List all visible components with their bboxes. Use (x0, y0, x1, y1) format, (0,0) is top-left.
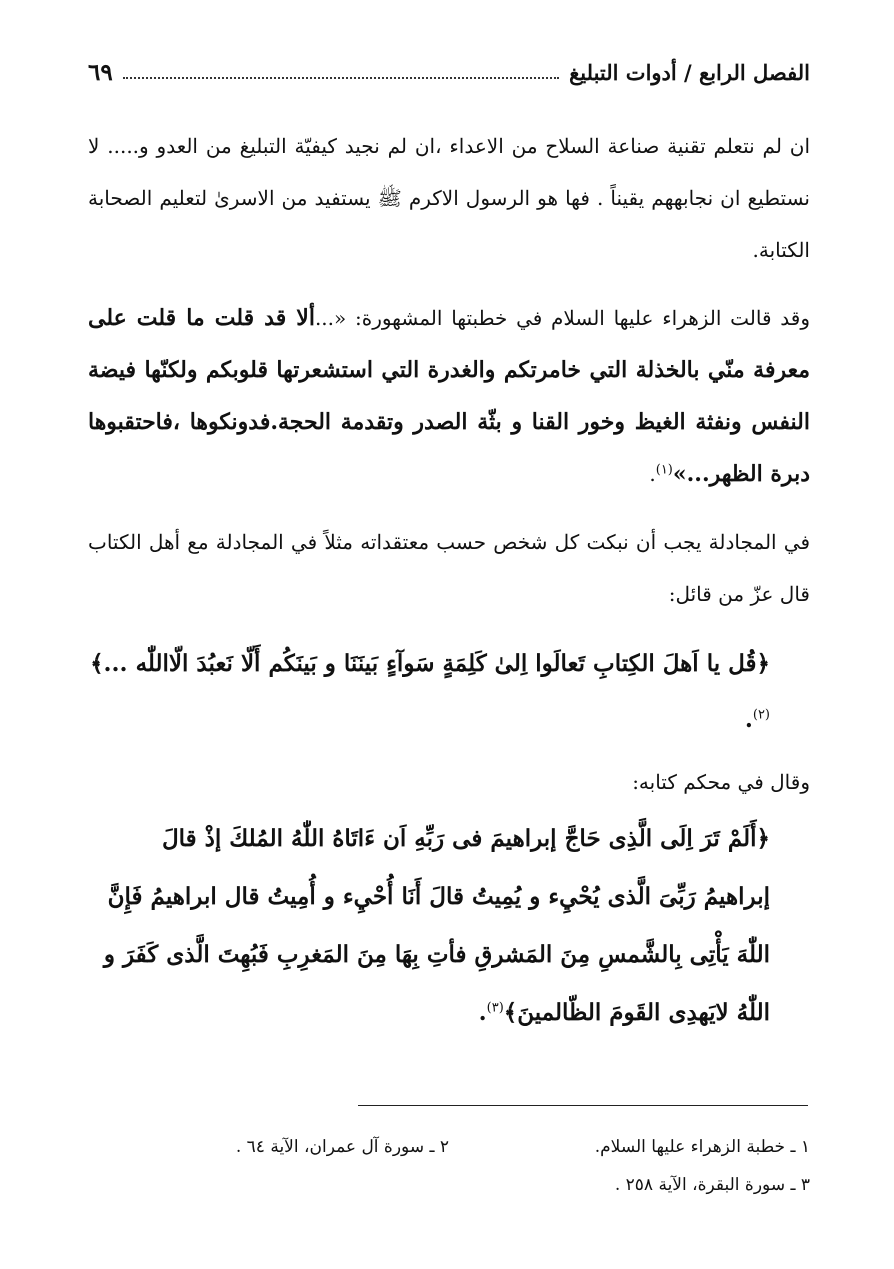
footnote-ref-3: (٣) (486, 1000, 504, 1016)
zahra-sermon-quote: ألا قد قلت ما قلت على معرفة منّي بالخذلة التي خامرتكم والغدرة التي استشعرتها قلوبكم ولكنّها فيضة النفس ونفثة الغيظ وخور القنا و بثّة الصدر وتقدمة الحجة.فدونكوها ،فاحتقبوها دبرة الظهر...» (88, 305, 810, 487)
paragraph-1: ان لم نتعلم تقنية صناعة السلاح من الاعداء ،ان لم نجيد كيفيّة التبليغ من العدو و..... لا نستطيع ان نجابههم يقيناً . فها هو الرسول الاكرم ﷺ يستفيد من الاسرىٰ لتعليم الصحابة الكتابة. (88, 134, 810, 262)
footnote-1: ١ ـ خطبة الزهراء عليها السلام. (594, 1137, 810, 1157)
page-number: ٦٩ (88, 58, 113, 86)
paragraph-4: وقال في محكم كتابه: (632, 770, 810, 794)
quran-verse-1-text: ﴿قُل يا اَهلَ الكِتابِ تَعالَوا اِلىٰ كَلِمَةٍ سَوآءٍ بَينَنَا و بَينَكُم أَلّا نَعبُدَ الّااللّٰه ...﴾ (90, 650, 770, 677)
quran-verse-2-text: ﴿أَلَمْ تَرَ اِلَى الَّذِى حَاجَّ إبراهيمَ فى رَبِّهِ اَن ءَاتَاهُ اللّٰهُ المُلكَ إذْ قالَ إبراهيمُ رَبِّىَ الَّذى يُحْيِء و يُمِيتُ قالَ أَنَا أُحْيِء و أُمِيتُ قال ابراهيمُ فَإِنَّ اللّٰهَ يَأْتِى بِالشَّمسِ مِنَ المَشرقِ فأتِ بِهَا مِنَ المَغرِبِ فَبُهِتَ الَّذى كَفَرَ و اللّٰهُ لايَهدِى القَومَ الظّالمينَ﴾ (103, 825, 770, 1026)
quran-verse-1-end: . (744, 706, 753, 733)
footnote-3: ٣ ـ سورة البقرة، الآية ٢٥٨ . (614, 1175, 810, 1195)
footnote-row-1 (88, 1128, 810, 1166)
paragraph-2 (88, 292, 810, 500)
footnote-divider (358, 1105, 808, 1106)
footnote-ref-2: (٢) (752, 707, 770, 723)
paragraph-2-intro: وقد قالت الزهراء عليها السلام في خطبتها المشهورة: «... (314, 306, 811, 330)
main-text (88, 120, 810, 1054)
paragraph-3: في المجادلة يجب أن نبكت كل شخص حسب معتقداته مثلاً في المجادلة مع أهل الكتاب قال عزّ من قائل: (88, 530, 811, 606)
quran-verse-1 (88, 636, 770, 748)
footnotes (88, 1128, 810, 1204)
paragraph-2-end: . (649, 462, 656, 486)
footnote-2: ٢ ـ سورة آل عمران، الآية ٦٤ . (235, 1137, 449, 1157)
footnote-row-2 (88, 1166, 810, 1204)
footnote-ref-1: (١) (655, 462, 673, 478)
running-title: الفصل الرابع / أدوات التبليغ (569, 59, 810, 85)
quran-verse-2 (88, 810, 770, 1042)
dotted-leader (123, 77, 559, 79)
quran-verse-2-end: . (478, 999, 487, 1026)
page-header (88, 52, 810, 92)
